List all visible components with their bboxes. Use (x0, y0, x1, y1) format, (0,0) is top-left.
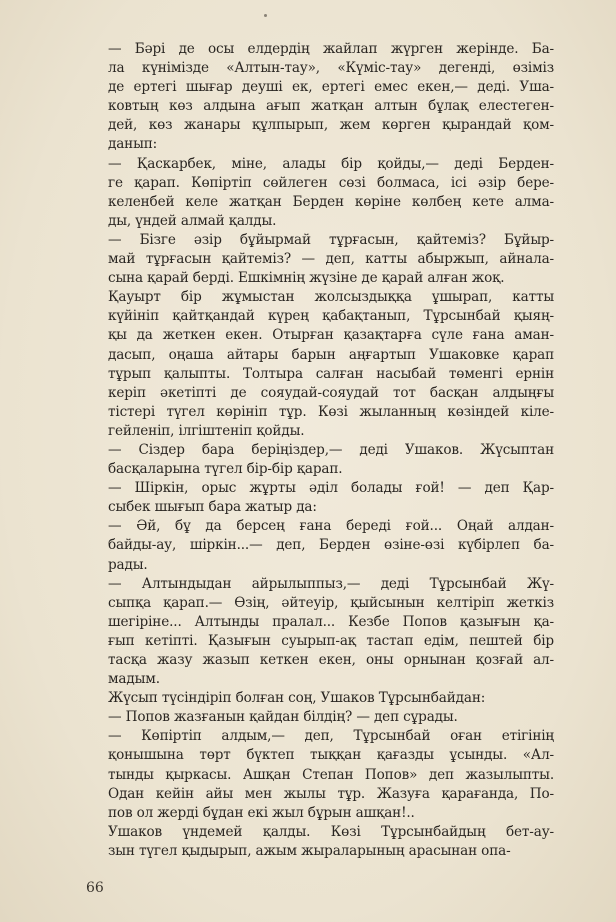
text-line: келенбей келе жатқан Берден көріне көлбең кете алма- (108, 193, 554, 210)
text-line: күйініп қайтқандай күрең қабақтанып, Тұрсынбай қыяң- (108, 308, 554, 325)
paragraph (86, 288, 554, 441)
paragraph (86, 823, 554, 861)
text-line: май тұрғасын қайтеміз? — деп, катты абыржып, айнала- (108, 251, 554, 268)
paragraph (86, 517, 554, 574)
text-line: — Қаскарбек, міне, алады бір қойды,— деді Берден- (108, 155, 554, 172)
text-line: тынды қыркасы. Ашқан Степан Попов» деп жазылыпты. (108, 766, 554, 783)
paragraph (86, 441, 554, 479)
text-line: — Бізге әзір бұйырмай тұрғасын, қайтеміз? Бұйыр- (108, 231, 554, 248)
text-line: — Алтындыдан айрылыппыз,— деді Тұрсынбай Жү- (108, 575, 554, 592)
paragraph (86, 479, 554, 517)
text-line: данып: (108, 136, 158, 153)
text-line: Жүсып түсіндіріп болған соң, Ушаков Тұрсынбайдан: (108, 690, 486, 707)
text-line: байды-ау, шіркін...— деп, Берден өзіне-өзі күбірлеп ба- (108, 537, 554, 554)
paragraph (86, 727, 554, 822)
text-line: мадым. (108, 671, 160, 688)
paragraph (86, 708, 554, 727)
text-line: рады. (108, 556, 148, 573)
paragraph (86, 689, 554, 708)
paragraph (86, 40, 554, 155)
text-line: басқаларына түгел бір-бір қарап. (108, 461, 343, 478)
paragraph (86, 155, 554, 231)
text-line: ғып кетіпті. Қазығын суырып-ақ тастап едім, пештей бір (108, 632, 554, 649)
text-line: ды, үндей алмай қалды. (108, 212, 277, 229)
text-line: ла күнімізде «Алтын-тау», «Күміс-тау» дегенді, өзіміз (108, 60, 554, 77)
text-line: — Попов жазғанын қайдан білдің? — деп сұрады. (108, 709, 458, 726)
text-line: ге қарап. Көпіртіп сөйлеген сөзі болмаса, ісі әзір бере- (108, 174, 554, 191)
text-line: — Әй, бұ да берсең ғана береді ғой... Оңай алдан- (108, 518, 554, 535)
text-line: — Сіздер бара беріңіздер,— деді Ушаков. Жүсыптан (108, 441, 554, 458)
text-line: Қауырт бір жұмыстан жолсыздыққа ұшырап, катты (108, 289, 554, 306)
text-line: Ушаков үндемей қалды. Көзі Тұрсынбайдың бет-ау- (108, 823, 554, 840)
text-line: пов ол жерді бұдан екі жыл бұрын ашқан!.. (108, 804, 415, 821)
text-line: қы да жеткен екен. Отырған қазақтарға сүле ғана аман- (108, 327, 554, 344)
text-line: гейленіп, ілгіштеніп қойды. (108, 422, 305, 439)
body-text (86, 40, 554, 861)
text-line: ковтың көз алдына ағып жатқан алтын бұлақ елестеген- (108, 98, 554, 115)
text-line: Одан кейін айы мен жылы тұр. Жазуға қарағанда, По- (108, 785, 554, 802)
text-line: дасып, оңаша айтары барын аңғартып Ушаковке қарап (108, 346, 554, 363)
text-line: зын түгел қыдырып, ажым жыраларының арасынан опа- (108, 842, 511, 859)
text-line: тұрып қалыпты. Толтыра салған насыбай төменгі ернін (108, 365, 554, 382)
text-line: — Көпіртіп алдым,— деп, Тұрсынбай оған етігінің (108, 728, 554, 745)
text-line: дей, көз жанары құлпырып, жем көрген қырандай қом- (108, 117, 554, 134)
page-number: 66 (86, 880, 104, 896)
text-line: қонышына төрт бүктеп тыққан қағазды ұсынды. «Ал- (108, 747, 554, 764)
text-line: сына қарай берді. Ешкімнің жүзіне де қарай алған жоқ. (108, 270, 505, 287)
paragraph (86, 231, 554, 288)
text-line: сыбек шығып бара жатыр да: (108, 499, 317, 516)
text-line: сыпқа қарап.— Өзің, әйтеуір, қыйсынын келтіріп жеткіз (108, 594, 554, 611)
text-line: — Шіркін, орыс жұрты әділ болады ғой! — деп Қар- (108, 480, 554, 497)
text-line: керіп әкетіпті де сояудай-сояудай тот басқан алдыңғы (108, 384, 554, 401)
paragraph (86, 575, 554, 690)
print-speck (264, 14, 267, 17)
text-line: де ертегі шығар деуші ек, ертегі емес екен,— деді. Уша- (108, 79, 554, 96)
text-line: тасқа жазу жазып кеткен екен, оны орнынан қозғай ал- (108, 652, 554, 668)
text-line: — Бәрі де осы елдердің жайлап жүрген жерінде. Ба- (108, 41, 554, 57)
text-line: тістері түгел көрініп тұр. Көзі жыланның көзіндей кіле- (108, 403, 554, 420)
text-line: шегіріне... Алтынды пралал... Кезбе Попов қазығын қа- (108, 613, 554, 630)
